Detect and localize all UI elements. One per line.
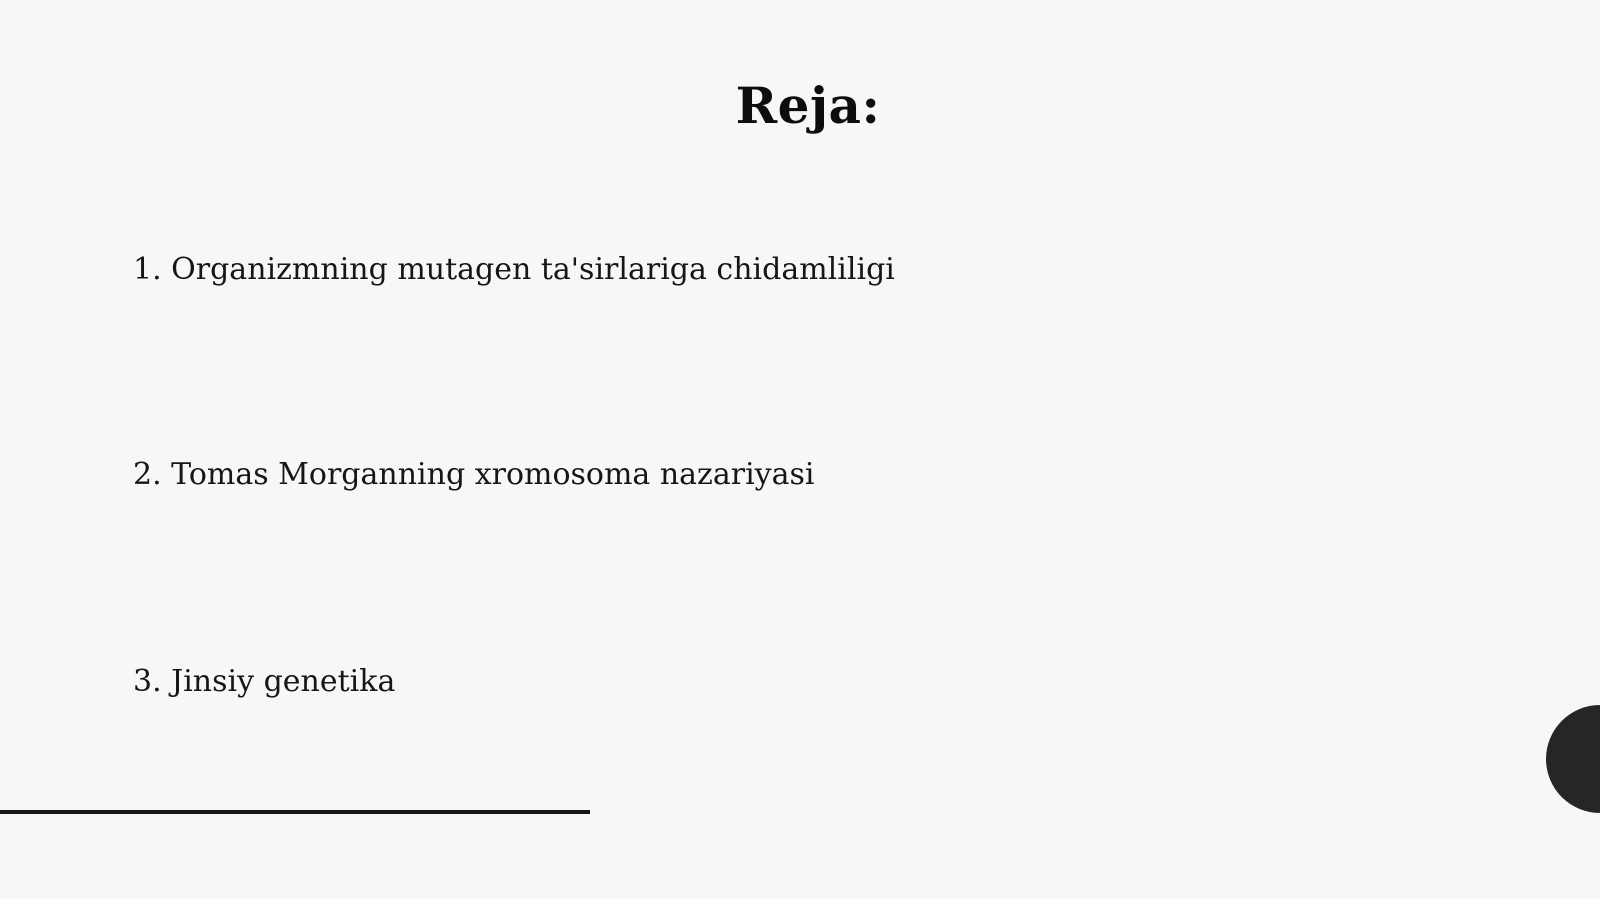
plan-item-number: 2.	[133, 457, 162, 492]
plan-item-3	[133, 662, 395, 702]
plan-item-text: Organizmning mutagen ta'sirlariga chidamliligi	[171, 252, 895, 287]
decorative-circle-shape	[1546, 705, 1600, 813]
plan-item-number: 3.	[133, 664, 162, 699]
plan-item-1	[133, 250, 895, 290]
slide-title: Reja:	[735, 75, 881, 135]
plan-item-text: Jinsiy genetika	[171, 664, 396, 699]
plan-item-number: 1.	[133, 252, 162, 287]
plan-item-text: Tomas Morganning xromosoma nazariyasi	[171, 457, 815, 492]
decorative-divider	[0, 810, 590, 814]
plan-item-2	[133, 455, 815, 495]
